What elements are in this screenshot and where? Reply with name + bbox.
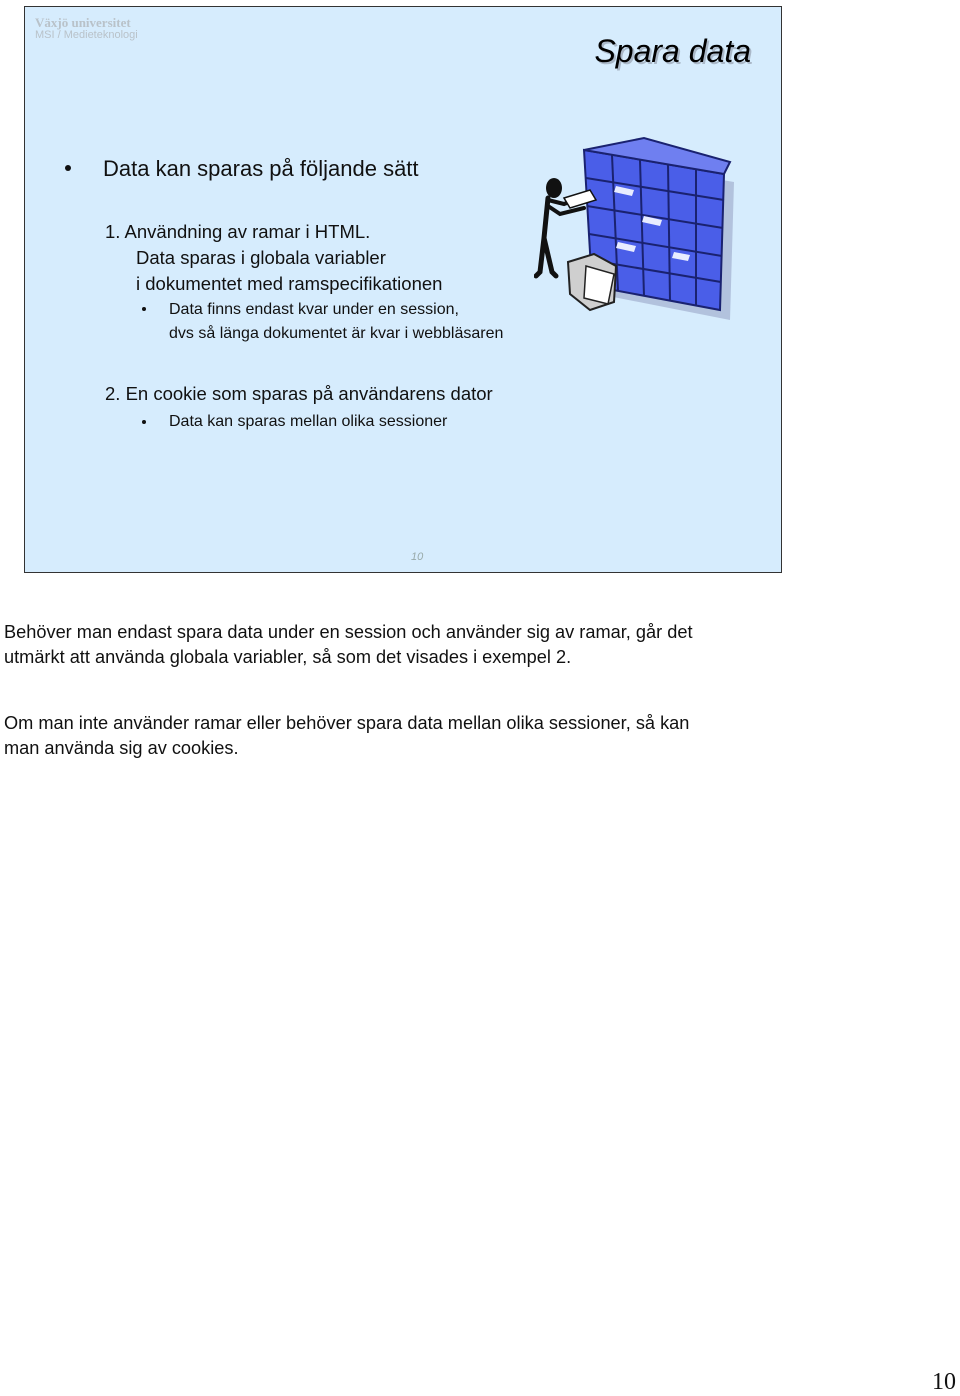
item1-line1: 1. Användning av ramar i HTML. (105, 221, 371, 242)
item1-sub-line1: Data finns endast kvar under en session, (169, 301, 459, 318)
slide-number: 10 (411, 551, 424, 563)
sub-bullet-dot-icon (142, 307, 146, 311)
item2-line1: 2. En cookie som sparas på användarens dator (105, 383, 493, 404)
sub-bullet-dot-icon (142, 420, 146, 424)
paragraph-2-line-2: man använda sig av cookies. (4, 738, 239, 758)
page-number: 10 (932, 1369, 956, 1395)
slide-title: Spara data (594, 33, 751, 69)
item1-line2: Data sparas i globala variabler (136, 247, 386, 268)
person-filing-shelf-icon (534, 134, 744, 320)
paragraph-1-line-1: Behöver man endast spara data under en session och använder sig av ramar, går det (4, 622, 693, 642)
university-name: Växjö universitet (35, 15, 131, 30)
item2-sub-line1: Data kan sparas mellan olika sessioner (169, 413, 448, 430)
item1-sub-line2: dvs så länga dokumentet är kvar i webbläsaren (169, 325, 504, 342)
main-bullet-text: Data kan sparas på följande sätt (103, 156, 419, 181)
bullet-dot-icon (65, 165, 71, 171)
paragraph-1 (4, 620, 954, 670)
paragraph-2-line-1: Om man inte använder ramar eller behöver spara data mellan olika sessioner, så kan (4, 713, 690, 733)
department-name: MSI / Medieteknologi (35, 29, 138, 41)
item1-line3: i dokumentet med ramspecifikationen (136, 273, 443, 294)
paragraph-1-line-2: utmärkt att använda globala variabler, så som det visades i exempel 2. (4, 647, 572, 667)
paragraph-2 (4, 711, 954, 761)
